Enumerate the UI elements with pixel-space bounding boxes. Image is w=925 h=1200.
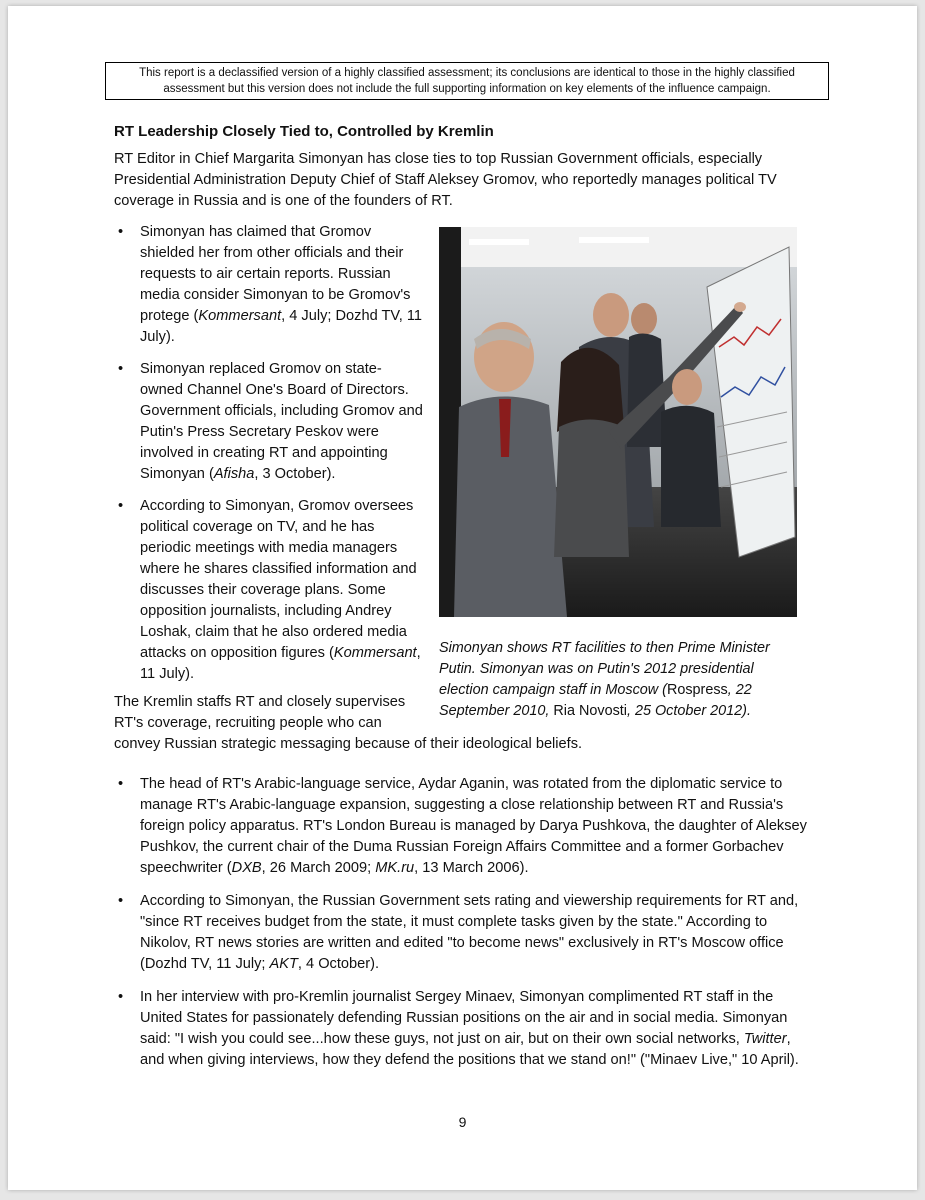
bullet-item: [114, 891, 814, 975]
kremlin-paragraph-continued: convey Russian strategic messaging because of their ideological beliefs.: [114, 736, 583, 752]
caption-end: , 25 October 2012).: [626, 703, 751, 719]
caption-main: Simonyan shows RT facilities to then Prime Minister Putin. Simonyan was on Putin's 2012 presidential election campaign staff in Moscow (: [439, 640, 770, 698]
caption-source: Rospress: [666, 682, 728, 698]
press-photo: [439, 227, 797, 617]
caption-source: Ria Novosti: [553, 703, 627, 719]
bullet-item: [114, 496, 424, 685]
bullet-text: The head of RT's Arabic-language service, Aydar Aganin, was rotated from the diplomatic service to manage RT's Arabic-language expansion, suggesting a close relationship between RT and Russia's foreign policy apparatus. RT's London Bureau is managed by Darya Pushkova, the daughter of Aleksey Pushkov, the current chair of the Duma Russian Foreign Affairs Committee and a former Gorbachev speechwriter (: [140, 776, 807, 876]
classification-notice: This report is a declassified version of a highly classified assessment; its conclusions are identical to those in the highly classified assessment but this version does not include the full supporting information on key elements of the influence campaign.: [105, 62, 829, 100]
source-name: MK.ru: [375, 860, 415, 876]
bullet-tail: , 4 October).: [297, 956, 380, 972]
section-heading: RT Leadership Closely Tied to, Controlled by Kremlin: [114, 123, 494, 140]
bullet-tail: , 11 July).: [140, 645, 421, 682]
intro-paragraph: RT Editor in Chief Margarita Simonyan has close ties to top Russian Government officials, especially Presidential Administration Deputy Chief of Staff Aleksey Gromov, who reportedly manages political TV coverage in Russia and is one of the founders of RT.: [114, 151, 777, 209]
full-bullet-list: [114, 774, 814, 1083]
document-page: [8, 6, 917, 1190]
bullet-tail: , 3 October).: [254, 466, 336, 482]
photo-caption: [439, 638, 799, 722]
bullet-text: , 26 March 2009;: [261, 860, 376, 876]
bullet-item: [114, 222, 424, 348]
photo-illustration: [439, 227, 797, 617]
bullet-text: In her interview with pro-Kremlin journalist Sergey Minaev, Simonyan complimented RT staff in the United States for passionately defending Russian positions on the air and in social media. Simonyan said: "I wish you could see...how these guys, not just on air, but on their own social networks,: [140, 989, 788, 1047]
bullet-item: [114, 359, 424, 485]
source-name: AKT: [269, 956, 298, 972]
source-name: Afisha: [213, 466, 255, 482]
source-name: Twitter: [743, 1031, 787, 1047]
bullet-marker: •: [118, 776, 124, 792]
source-name: Kommersant: [333, 645, 417, 661]
bullet-marker: •: [118, 989, 124, 1005]
bullet-text: According to Simonyan, the Russian Government sets rating and viewership requirements for RT and, "since RT receives budget from the state, it must complete tasks given by the state." According to Nikolov, RT news stories are written and edited "to become news" exclusively in RT's Moscow office (Dozhd TV, 11 July;: [140, 893, 799, 972]
bullet-tail: , 13 March 2006).: [414, 860, 529, 876]
bullet-text: According to Simonyan, Gromov oversees political coverage on TV, and he has periodic meetings with media managers where he shares classified information and discusses their coverage plans. Some opposition journalists, including Andrey Loshak, claim that he also ordered media attacks on opposition figures (: [140, 498, 417, 661]
bullet-text: Simonyan has claimed that Gromov shielded her from other officials and their requests to air certain reports. Russian media consider Simonyan to be Gromov's protege (: [140, 224, 411, 324]
bullet-tail: , 4 July; Dozhd TV, 11 July).: [140, 308, 423, 345]
source-name: DXB: [231, 860, 262, 876]
bullet-item: [114, 774, 814, 879]
bullet-marker: •: [118, 498, 124, 514]
bullet-tail: , and when giving interviews, how they defend the positions that we stand on!" ("Minaev Live," 10 April).: [140, 1031, 799, 1068]
bullet-item: [114, 987, 814, 1071]
source-name: Kommersant: [198, 308, 282, 324]
bullet-text: Simonyan replaced Gromov on state-owned Channel One's Board of Directors. Government officials, including Gromov and Putin's Press Secretary Peskov were involved in creating RT and appointing Simonyan (: [140, 361, 423, 482]
left-bullet-list: [114, 222, 424, 696]
bullet-marker: •: [118, 224, 124, 240]
page-number: 9: [458, 1114, 467, 1130]
bullet-marker: •: [118, 893, 124, 909]
caption-middle: , 22 September 2010,: [439, 682, 752, 719]
kremlin-paragraph: The Kremlin staffs RT and closely supervises RT's coverage, recruiting people who can: [114, 694, 406, 731]
bullet-marker: •: [118, 361, 124, 377]
